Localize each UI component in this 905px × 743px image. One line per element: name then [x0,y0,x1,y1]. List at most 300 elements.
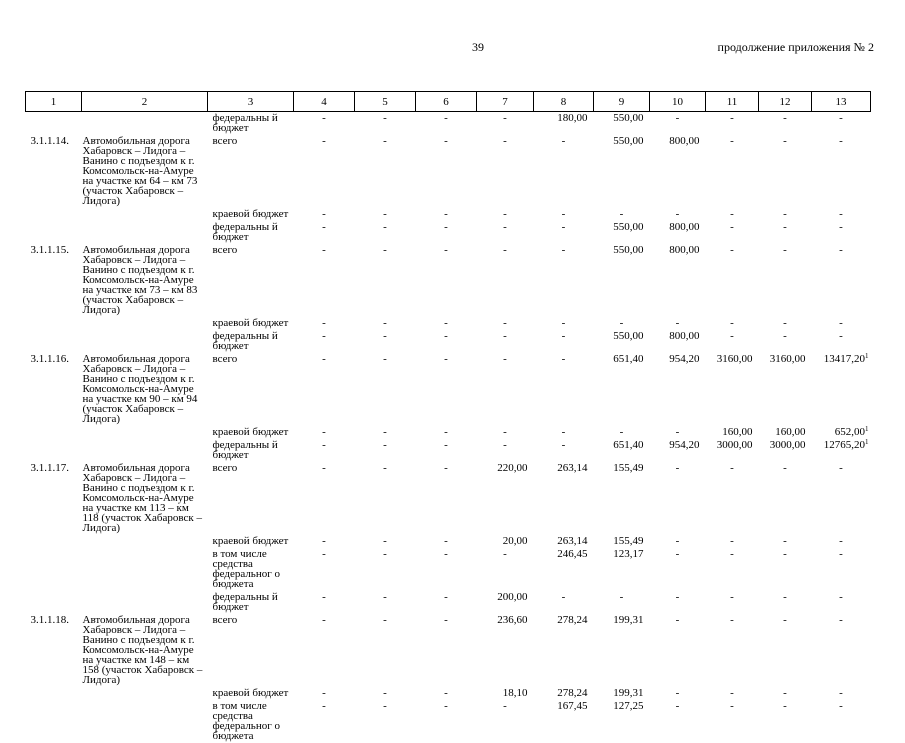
cell-value: 3000,00 [717,439,753,451]
item-name [82,700,208,743]
cell-value: - [730,535,734,547]
cell-value: - [839,208,843,220]
value-cell-col-6 [416,208,477,221]
cell-value: 800,00 [669,135,699,147]
value-cell-col-10 [650,317,706,330]
value-cell-col-13 [812,591,871,614]
value-cell-col-8 [534,112,594,136]
column-header-9: 9 [594,92,650,112]
value-cell-col-11 [706,700,759,743]
value-cell-col-8 [534,462,594,535]
funding-source: федеральны й бюджет [208,221,294,244]
value-cell-col-4 [294,244,355,317]
cell-value: - [383,535,387,547]
cell-value: 278,24 [557,614,587,626]
cell-value: - [383,135,387,147]
value-cell-col-5 [355,439,416,462]
cell-value: - [503,548,507,560]
item-code: 3.1.1.18. [26,614,82,687]
value-cell-col-9 [594,112,650,136]
value-cell-col-12 [759,591,812,614]
funding-source: всего [208,353,294,426]
cell-value: - [383,439,387,451]
cell-value: - [783,462,787,474]
cell-value: 236,60 [497,614,527,626]
cell-value: 954,20 [669,353,699,365]
cell-value: 20,00 [503,535,528,547]
cell-value: - [730,548,734,560]
value-cell-col-5 [355,548,416,591]
value-cell-col-4 [294,591,355,614]
cell-value: - [676,208,680,220]
cell-value: - [444,614,448,626]
item-code: 3.1.1.14. [26,135,82,208]
cell-value: - [503,317,507,329]
cell-value: 155,49 [613,535,643,547]
cell-value: - [322,614,326,626]
table-row [26,548,871,591]
value-cell-col-5 [355,330,416,353]
value-cell-col-6 [416,317,477,330]
value-cell-col-5 [355,353,416,426]
cell-value: - [562,221,566,233]
value-cell-col-10 [650,548,706,591]
funding-source: федеральны й бюджет [208,591,294,614]
cell-value: - [839,317,843,329]
value-cell-col-11 [706,614,759,687]
cell-value: 199,31 [613,687,643,699]
table-header-row [26,92,871,112]
cell-value: - [503,330,507,342]
value-cell-col-12 [759,548,812,591]
cell-value: 263,14 [557,535,587,547]
value-cell-col-5 [355,135,416,208]
value-cell-col-11 [706,535,759,548]
cell-value: - [783,317,787,329]
cell-value: - [783,208,787,220]
funding-source: краевой бюджет [208,426,294,439]
cell-value: - [783,700,787,712]
value-cell-col-11 [706,591,759,614]
value-cell-col-4 [294,426,355,439]
cell-value: 550,00 [613,112,643,124]
value-cell-col-8 [534,535,594,548]
value-cell-col-5 [355,208,416,221]
cell-value: - [676,462,680,474]
cell-value: - [783,244,787,256]
cell-value: - [839,687,843,699]
cell-value: - [503,439,507,451]
value-cell-col-10 [650,330,706,353]
item-name [82,687,208,700]
cell-value: - [562,208,566,220]
value-cell-col-5 [355,614,416,687]
value-cell-col-10 [650,244,706,317]
budget-table [25,91,871,743]
cell-value: - [676,535,680,547]
cell-value: - [783,135,787,147]
value-cell-col-6 [416,426,477,439]
value-cell-col-12 [759,135,812,208]
value-cell-col-4 [294,687,355,700]
value-cell-col-6 [416,353,477,426]
cell-value: - [383,112,387,124]
cell-value: - [383,244,387,256]
column-header-1: 1 [26,92,82,112]
table-row [26,135,871,208]
funding-source: краевой бюджет [208,208,294,221]
item-name [82,221,208,244]
value-cell-col-10 [650,439,706,462]
item-name [82,112,208,136]
cell-value: - [676,591,680,603]
cell-value: - [839,700,843,712]
item-code [26,535,82,548]
value-cell-col-10 [650,535,706,548]
value-cell-col-12 [759,244,812,317]
funding-source: в том числе средства федеральног о бюджета [208,700,294,743]
cell-value: - [383,687,387,699]
cell-value: - [383,591,387,603]
funding-source: федеральны й бюджет [208,439,294,462]
cell-value: - [444,591,448,603]
cell-value: - [503,221,507,233]
value-cell-col-11 [706,548,759,591]
value-cell-col-4 [294,317,355,330]
value-cell-col-4 [294,535,355,548]
cell-value: - [444,535,448,547]
cell-value: 278,24 [557,687,587,699]
item-code [26,221,82,244]
value-cell-col-4 [294,462,355,535]
table-row [26,221,871,244]
cell-value: 18,10 [503,687,528,699]
value-cell-col-13 [812,548,871,591]
value-cell-col-4 [294,548,355,591]
cell-value: - [444,135,448,147]
cell-value: - [444,330,448,342]
cell-value: - [503,112,507,124]
value-cell-col-8 [534,244,594,317]
cell-value: 246,45 [557,548,587,560]
cell-value: - [562,426,566,438]
funding-source: краевой бюджет [208,317,294,330]
table-row [26,244,871,317]
cell-value: - [444,112,448,124]
value-cell-col-10 [650,112,706,136]
table-row [26,462,871,535]
table-row [26,687,871,700]
value-cell-col-7 [477,353,534,426]
value-cell-col-8 [534,330,594,353]
cell-value: - [322,208,326,220]
cell-value: - [839,221,843,233]
page-number: 39 [472,40,484,55]
value-cell-col-6 [416,591,477,614]
cell-value: - [383,353,387,365]
value-cell-col-9 [594,353,650,426]
item-name: Автомобильная дорога Хабаровск – Лидога – Ванино с подъездом к г. Комсомольск-на-Амуре на участке км 90 – км 94 (участок Хабаровск – Лидога) [82,353,208,426]
funding-source: федеральны й бюджет [208,112,294,136]
cell-value: 127,25 [613,700,643,712]
value-cell-col-12 [759,687,812,700]
value-cell-col-13 [812,112,871,136]
cell-value: 3160,00 [717,353,753,365]
item-code [26,548,82,591]
item-name [82,317,208,330]
value-cell-col-12 [759,221,812,244]
cell-value: 3160,00 [770,353,806,365]
value-cell-col-7 [477,591,534,614]
cell-value: - [839,591,843,603]
value-cell-col-9 [594,426,650,439]
value-cell-col-7 [477,317,534,330]
cell-value: - [839,244,843,256]
cell-value: - [730,317,734,329]
value-cell-col-7 [477,614,534,687]
value-cell-col-7 [477,462,534,535]
cell-value: - [444,687,448,699]
cell-value: - [503,208,507,220]
appendix-continuation-note: продолжение приложения № 2 [718,40,874,55]
value-cell-col-7 [477,548,534,591]
value-cell-col-9 [594,439,650,462]
item-name [82,439,208,462]
cell-value: 550,00 [613,244,643,256]
item-code [26,330,82,353]
cell-value: - [322,353,326,365]
value-cell-col-11 [706,208,759,221]
cell-value: 263,14 [557,462,587,474]
value-cell-col-8 [534,426,594,439]
cell-value: - [322,687,326,699]
item-name: Автомобильная дорога Хабаровск – Лидога – Ванино с подъездом к г. Комсомольск-на-Амуре на участке км 148 – км 158 (участок Хабаровск – Лидога) [82,614,208,687]
value-cell-col-12 [759,700,812,743]
cell-value: - [322,244,326,256]
item-code [26,591,82,614]
value-cell-col-6 [416,535,477,548]
cell-value: - [503,426,507,438]
item-name [82,330,208,353]
value-cell-col-7 [477,687,534,700]
value-cell-col-7 [477,535,534,548]
cell-value: - [444,317,448,329]
value-cell-col-6 [416,330,477,353]
table-row [26,112,871,136]
item-name: Автомобильная дорога Хабаровск – Лидога – Ванино с подъездом к г. Комсомольск-на-Амуре на участке км 73 – км 83 (участок Хабаровск – Лидога) [82,244,208,317]
cell-value: - [783,614,787,626]
value-cell-col-11 [706,353,759,426]
value-cell-col-6 [416,439,477,462]
item-code: 3.1.1.16. [26,353,82,426]
cell-value: - [383,426,387,438]
value-cell-col-13 [812,700,871,743]
cell-value: 123,17 [613,548,643,560]
value-cell-col-10 [650,353,706,426]
value-cell-col-10 [650,462,706,535]
cell-value: - [322,462,326,474]
value-cell-col-6 [416,614,477,687]
cell-value: - [730,614,734,626]
value-cell-col-13 [812,208,871,221]
value-cell-col-13 [812,614,871,687]
table-row [26,591,871,614]
value-cell-col-13 [812,535,871,548]
table-row [26,330,871,353]
value-cell-col-9 [594,317,650,330]
footnote-marker: 1 [865,425,869,433]
item-code [26,208,82,221]
cell-value: - [322,548,326,560]
cell-value: - [562,317,566,329]
item-code: 3.1.1.15. [26,244,82,317]
cell-value: - [562,330,566,342]
value-cell-col-5 [355,687,416,700]
cell-value: - [730,221,734,233]
value-cell-col-5 [355,244,416,317]
item-code: 3.1.1.17. [26,462,82,535]
value-cell-col-11 [706,244,759,317]
value-cell-col-11 [706,687,759,700]
cell-value: 800,00 [669,330,699,342]
cell-value: - [562,353,566,365]
value-cell-col-10 [650,208,706,221]
value-cell-col-4 [294,135,355,208]
cell-value: - [562,244,566,256]
cell-value: - [444,462,448,474]
value-cell-col-8 [534,687,594,700]
column-header-8: 8 [534,92,594,112]
value-cell-col-8 [534,614,594,687]
value-cell-col-4 [294,439,355,462]
value-cell-col-12 [759,614,812,687]
column-header-3: 3 [208,92,294,112]
column-header-10: 10 [650,92,706,112]
cell-value: - [730,112,734,124]
funding-source: всего [208,462,294,535]
cell-value: - [783,591,787,603]
value-cell-col-7 [477,330,534,353]
funding-source: всего [208,244,294,317]
table-row [26,700,871,743]
cell-value: 12765,20 [824,439,865,451]
cell-value: 167,45 [557,700,587,712]
cell-value: - [730,135,734,147]
cell-value: 160,00 [722,426,752,438]
item-name [82,426,208,439]
value-cell-col-9 [594,700,650,743]
item-code [26,687,82,700]
cell-value: - [322,700,326,712]
cell-value: - [839,462,843,474]
value-cell-col-7 [477,221,534,244]
cell-value: - [322,135,326,147]
item-name [82,535,208,548]
cell-value: - [839,135,843,147]
cell-value: - [322,317,326,329]
cell-value: - [839,330,843,342]
value-cell-col-4 [294,330,355,353]
value-cell-col-8 [534,208,594,221]
value-cell-col-4 [294,700,355,743]
value-cell-col-10 [650,687,706,700]
cell-value: 3000,00 [770,439,806,451]
value-cell-col-8 [534,135,594,208]
cell-value: - [562,135,566,147]
item-name [82,591,208,614]
column-header-6: 6 [416,92,477,112]
value-cell-col-5 [355,535,416,548]
item-name: Автомобильная дорога Хабаровск – Лидога – Ванино с подъездом к г. Комсомольск-на-Амуре на участке км 113 – км 118 (участок Хабаровск – Лидога) [82,462,208,535]
value-cell-col-6 [416,700,477,743]
cell-value: 800,00 [669,221,699,233]
cell-value: - [444,208,448,220]
item-code [26,317,82,330]
value-cell-col-12 [759,317,812,330]
cell-value: - [503,353,507,365]
cell-value: 200,00 [497,591,527,603]
table-row [26,208,871,221]
cell-value: - [444,439,448,451]
cell-value: - [322,112,326,124]
column-header-11: 11 [706,92,759,112]
value-cell-col-6 [416,244,477,317]
value-cell-col-13 [812,135,871,208]
value-cell-col-7 [477,439,534,462]
value-cell-col-12 [759,535,812,548]
value-cell-col-10 [650,591,706,614]
cell-value: - [783,112,787,124]
value-cell-col-12 [759,112,812,136]
value-cell-col-8 [534,353,594,426]
funding-source: федеральны й бюджет [208,330,294,353]
value-cell-col-13 [812,439,871,462]
value-cell-col-7 [477,135,534,208]
column-header-12: 12 [759,92,812,112]
cell-value: - [383,330,387,342]
value-cell-col-6 [416,462,477,535]
cell-value: - [383,548,387,560]
value-cell-col-5 [355,426,416,439]
table-row [26,426,871,439]
cell-value: - [730,591,734,603]
table-row [26,353,871,426]
cell-value: 954,20 [669,439,699,451]
cell-value: - [322,439,326,451]
column-header-7: 7 [477,92,534,112]
cell-value: - [620,591,624,603]
value-cell-col-12 [759,330,812,353]
cell-value: - [676,548,680,560]
cell-value: - [730,330,734,342]
cell-value: - [383,614,387,626]
cell-value: - [676,687,680,699]
cell-value: - [730,687,734,699]
table-row [26,535,871,548]
cell-value: 800,00 [669,244,699,256]
column-header-5: 5 [355,92,416,112]
table-row [26,317,871,330]
funding-source: краевой бюджет [208,535,294,548]
cell-value: - [620,208,624,220]
value-cell-col-11 [706,330,759,353]
funding-source: всего [208,135,294,208]
cell-value: - [322,221,326,233]
value-cell-col-11 [706,135,759,208]
cell-value: - [503,244,507,256]
cell-value: - [562,591,566,603]
value-cell-col-9 [594,462,650,535]
